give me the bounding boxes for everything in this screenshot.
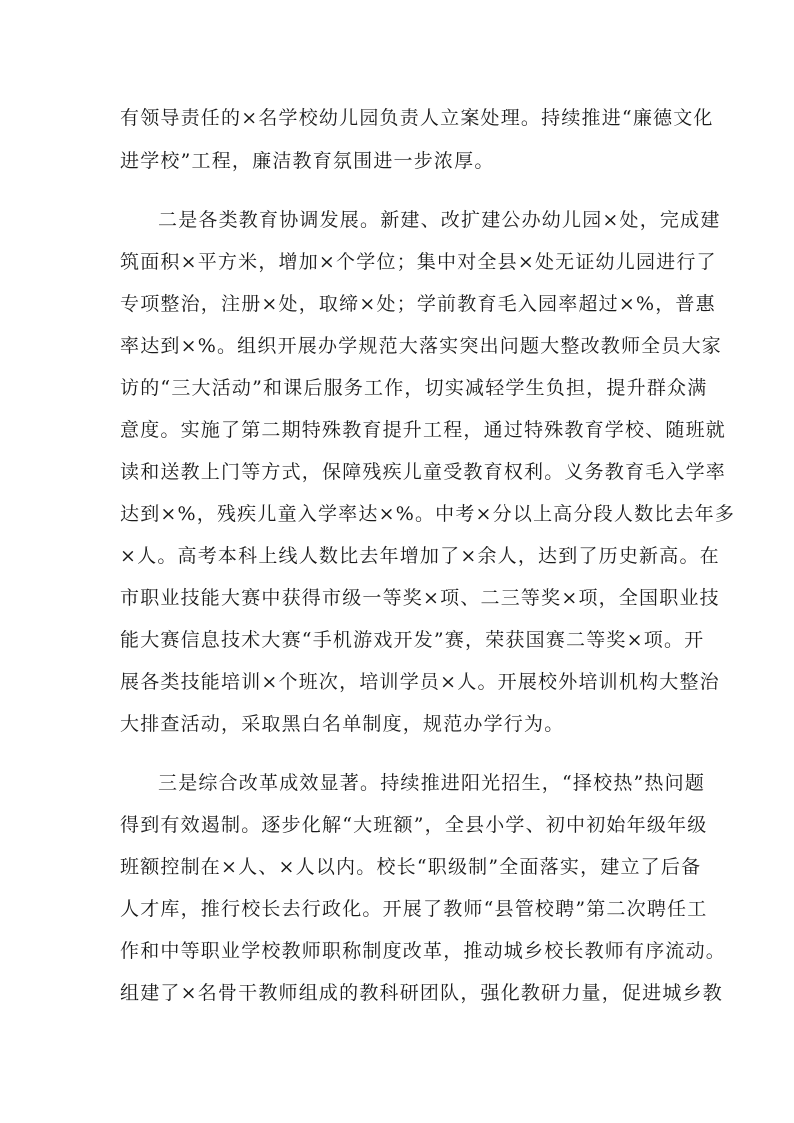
text-line: 筑面积×平方米，增加×个学位；集中对全县×处无证幼儿园进行了 [120, 251, 717, 273]
text-line: 达到×%，残疾儿童入学率达×%。中考×分以上高分段人数比去年多 [120, 503, 736, 525]
paragraph-start-line: 二是各类教育协调发展。新建、改扩建公办幼儿园×处，完成建 [158, 209, 721, 231]
text-line: 市职业技能大赛中获得市级一等奖×项、二三等奖×项，全国职业技 [120, 587, 720, 609]
text-line: 展各类技能培训×个班次，培训学员×人。开展校外培训机构大整治 [120, 671, 720, 693]
text-line: 率达到×%。组织开展办学规范大落实突出问题大整改教师全员大家 [120, 335, 722, 357]
text-line: 能大赛信息技术大赛“手机游戏开发”赛，荣获国赛二等奖×项。开 [120, 629, 705, 651]
text-line: 大排查活动，采取黑白名单制度，规范办学行为。 [120, 713, 565, 735]
text-line: 作和中等职业学校教师职称制度改革，推动城乡校长教师有序流动。 [120, 940, 727, 962]
text-line: 读和送教上门等方式，保障残疾儿童受教育权利。义务教育毛入学率 [120, 461, 727, 483]
text-line: 进学校”工程，廉洁教育氛围进一步浓厚。 [120, 150, 495, 172]
text-line: 班额控制在×人、×人以内。校长“职级制”全面落实，建立了后备 [120, 856, 702, 878]
text-line: 专项整治，注册×处，取缔×处；学前教育毛入园率超过×%，普惠 [120, 293, 716, 315]
text-line: 组建了×名骨干教师组成的教科研团队，强化教研力量，促进城乡教 [120, 982, 723, 1004]
text-line: ×人。高考本科上线人数比去年增加了×余人，达到了历史新高。在 [120, 545, 720, 567]
text-line: 意度。实施了第二期特殊教育提升工程，通过特殊教育学校、随班就 [120, 419, 727, 441]
text-line: 人才库，推行校长去行政化。开展了教师“县管校聘”第二次聘任工 [120, 898, 708, 920]
text-line: 访的“三大活动”和课后服务工作，切实减轻学生负担，提升群众满 [120, 377, 708, 399]
text-line: 有领导责任的×名学校幼儿园负责人立案处理。持续推进“廉德文化 [120, 107, 714, 129]
text-line: 得到有效遏制。逐步化解“大班额”，全县小学、初中初始年级年级 [120, 814, 708, 836]
paragraph-start-line: 三是综合改革成效显著。持续推进阳光招生，“择校热”热问题 [158, 772, 706, 794]
